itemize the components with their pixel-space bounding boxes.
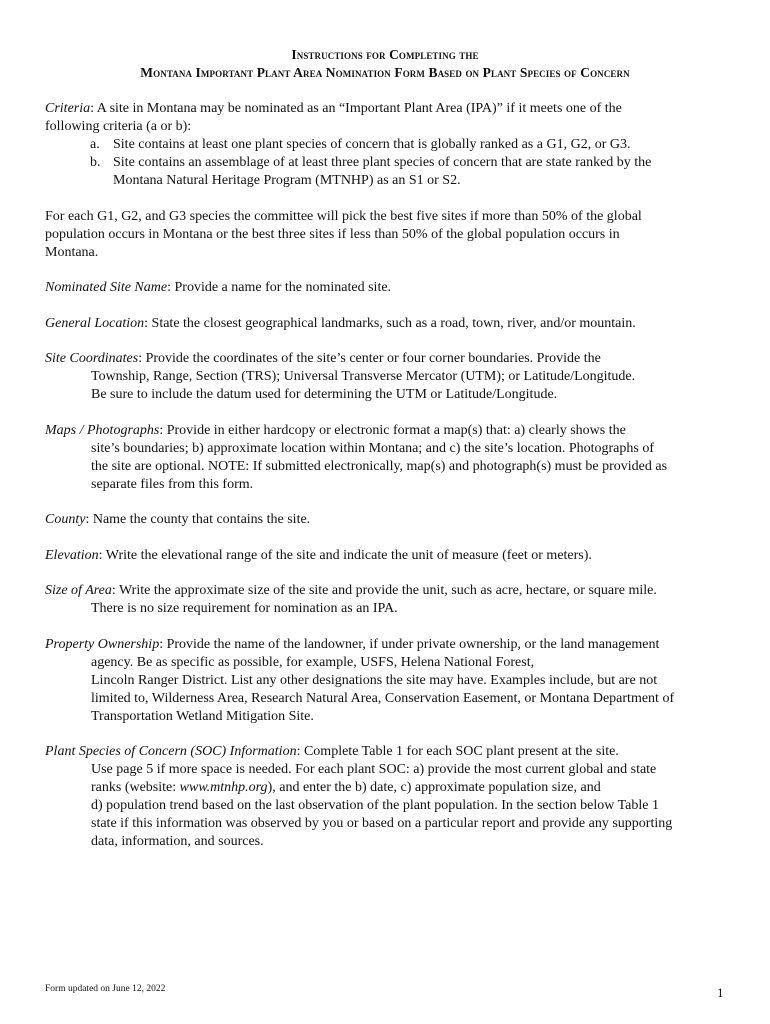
criteria-item-a [113, 136, 733, 154]
county-text: : Name the county that contains the site. [85, 512, 311, 527]
g-species-line-1: For each G1, G2, and G3 species the committee will pick the best five sites if more than 50% of the global [45, 209, 642, 224]
criteria-item-a-text: Site contains at least one plant species of concern that is globally ranked as a G1, G2, or G3. [113, 137, 631, 152]
maps-photographs-text-3: the site are optional. NOTE: If submitted electronically, map(s) and photograph(s) must be provided as [91, 459, 668, 474]
nominated-site-name-text: : Provide a name for the nominated site. [167, 280, 392, 295]
criteria-item-b [113, 154, 733, 190]
nominated-site-name-section [45, 279, 730, 297]
g-species-line-2: population occurs in Montana or the best three sites if less than 50% of the global population occurs in [45, 227, 620, 242]
size-of-area-text-2: There is no size requirement for nomination as an IPA. [91, 601, 398, 616]
soc-label: Plant Species of Concern (SOC) Information [45, 744, 297, 759]
criteria-item-b-text-2: Montana Natural Heritage Program (MTNHP) as an S1 or S2. [113, 173, 461, 188]
maps-photographs-section [45, 422, 730, 494]
property-ownership-text-4: limited to, Wilderness Area, Research Natural Area, Conservation Easement, or Montana Department of [91, 691, 675, 706]
criteria-item-b-marker: b. [90, 155, 101, 170]
general-location-text: : State the closest geographical landmarks, such as a road, town, river, and/or mountain. [144, 316, 636, 331]
soc-text-6: data, information, and sources. [91, 834, 264, 849]
property-ownership-text-2: agency. Be as specific as possible, for example, USFS, Helena National Forest, [91, 655, 535, 670]
criteria-intro-cont: following criteria (a or b): [45, 119, 192, 134]
soc-text-4: d) population trend based on the last observation of the plant population. In the section below Table 1 [91, 798, 659, 813]
footer-updated: Form updated on June 12, 2022 [45, 984, 166, 994]
criteria-intro: : A site in Montana may be nominated as an “Important Plant Area (IPA)” if it meets one of the [90, 101, 622, 116]
soc-text-3-pre: ranks (website: [91, 780, 180, 795]
property-ownership-section [45, 636, 730, 726]
property-ownership-text-1: : Provide the name of the landowner, if under private ownership, or the land management [159, 637, 660, 652]
property-ownership-label: Property Ownership [45, 637, 160, 652]
county-section [45, 511, 730, 529]
size-of-area-text-1: : Write the approximate size of the site and provide the unit, such as acre, hectare, or square mile. [111, 583, 657, 598]
nominated-site-name-label: Nominated Site Name [45, 280, 168, 295]
site-coordinates-text-1: : Provide the coordinates of the site’s center or four corner boundaries. Provide the [138, 351, 601, 366]
elevation-section [45, 547, 730, 565]
page-number: 1 [717, 985, 724, 1000]
criteria-label: Criteria [45, 101, 91, 116]
size-of-area-label: Size of Area [45, 583, 112, 598]
soc-text-2: Use page 5 if more space is needed. For each plant SOC: a) provide the most current global and state [91, 762, 657, 777]
site-coordinates-section [45, 350, 730, 404]
soc-text-1: : Complete Table 1 for each SOC plant present at the site. [296, 744, 619, 759]
maps-photographs-text-4: separate files from this form. [91, 477, 254, 492]
soc-text-3-post: ), and enter the b) date, c) approximate population size, and [267, 780, 601, 795]
criteria-item-a-marker: a. [90, 137, 100, 152]
soc-text-3 [45, 779, 730, 797]
maps-photographs-text-2: site’s boundaries; b) approximate location within Montana; and c) the site’s location. Photographs of [91, 441, 654, 456]
g-species-paragraph [45, 208, 730, 262]
soc-section [45, 743, 730, 851]
soc-text-5: state if this information was observed by you or based on a particular report and provide any supporting [91, 816, 673, 831]
elevation-text: : Write the elevational range of the site and indicate the unit of measure (feet or meters). [98, 548, 592, 563]
size-of-area-section [45, 582, 730, 618]
general-location-label: General Location [45, 316, 145, 331]
criteria-section [45, 100, 730, 136]
site-coordinates-text-3: Be sure to include the datum used for determining the UTM or Latitude/Longitude. [91, 387, 558, 402]
property-ownership-text-5: Transportation Wetland Mitigation Site. [91, 709, 314, 724]
website-link[interactable]: www.mtnhp.org [179, 780, 268, 795]
property-ownership-text-3: Lincoln Ranger District. List any other designations the site may have. Examples include, but are not [91, 673, 658, 688]
maps-photographs-label: Maps / Photographs [45, 423, 160, 438]
general-location-section [45, 315, 730, 333]
title-line-1: Instructions for Completing the [291, 47, 479, 62]
maps-photographs-text-1: : Provide in either hardcopy or electronic format a map(s) that: a) clearly shows the [159, 423, 626, 438]
g-species-line-3: Montana. [45, 245, 99, 260]
site-coordinates-text-2: Township, Range, Section (TRS); Universal Transverse Mercator (UTM); or Latitude/Longitude. [91, 369, 636, 384]
site-coordinates-label: Site Coordinates [45, 351, 139, 366]
criteria-item-b-text-1: Site contains an assemblage of at least three plant species of concern that are state ranked by the [113, 155, 652, 170]
title-line-2: Montana Important Plant Area Nomination Form Based on Plant Species of Concern [140, 65, 630, 80]
elevation-label: Elevation [45, 548, 99, 563]
county-label: County [45, 512, 86, 527]
